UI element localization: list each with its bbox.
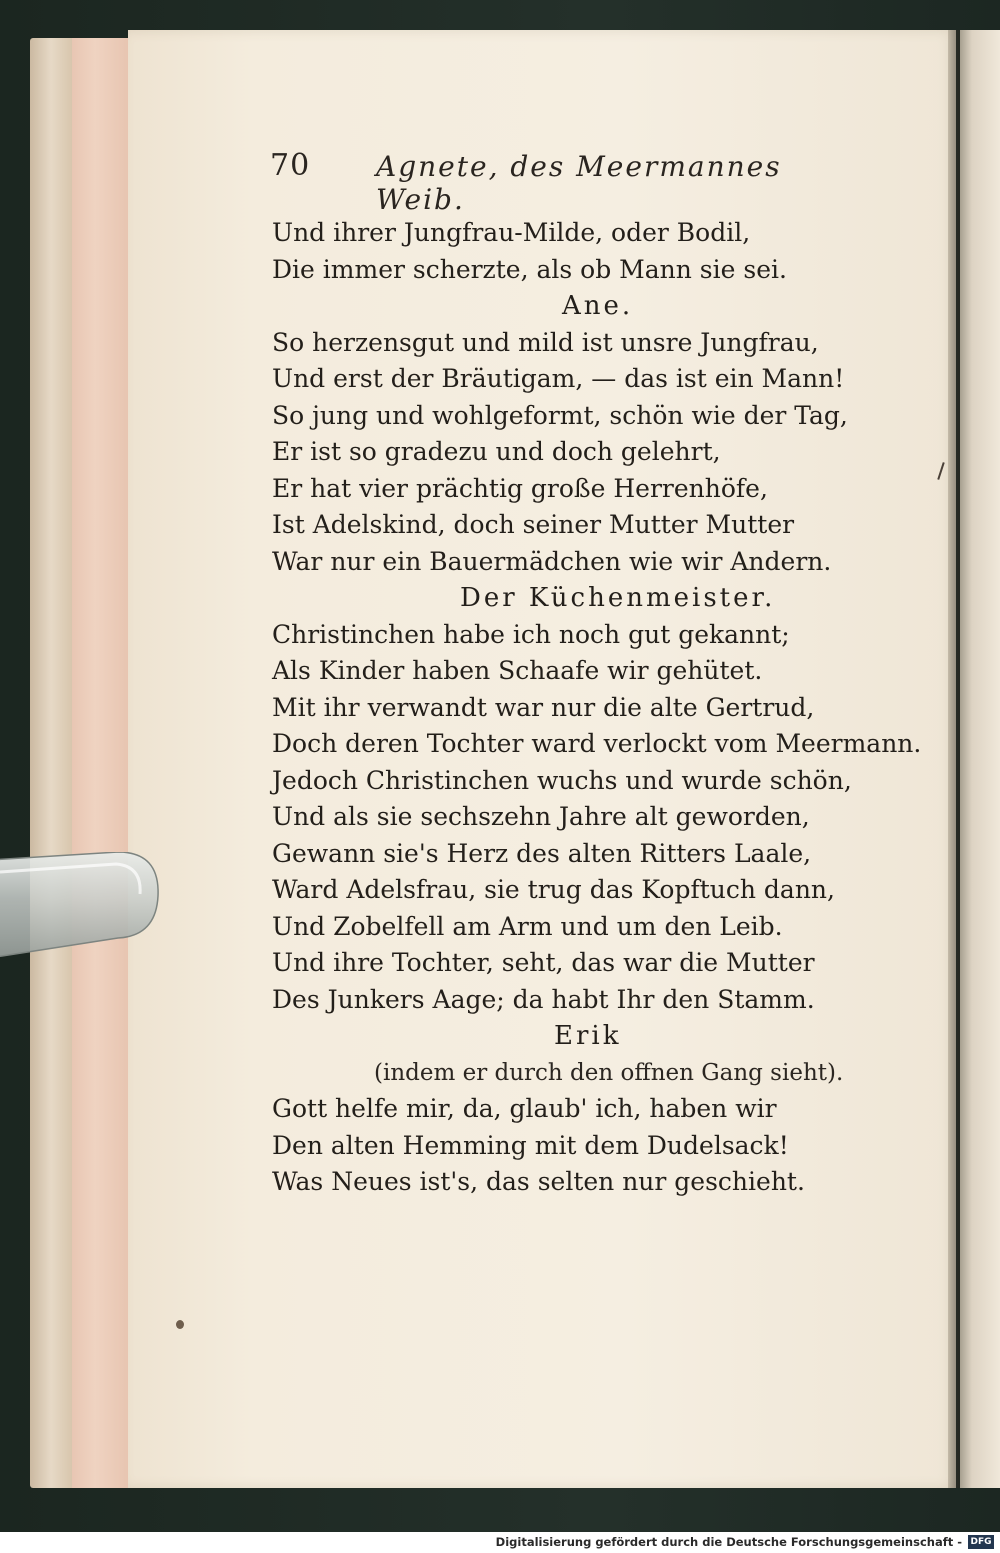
verse-line: Und ihrer Jungfrau-Milde, oder Bodil, (272, 218, 751, 247)
verse-line: Gott helfe mir, da, glaub' ich, haben wir (272, 1094, 777, 1123)
page-header (270, 148, 810, 216)
ink-spot (176, 1320, 184, 1329)
bookmark-clip-icon (0, 852, 168, 972)
book-page-edges (30, 38, 72, 1488)
verse-line: Und als sie sechszehn Jahre alt geworden, (272, 802, 810, 831)
verse-line: Und ihre Tochter, seht, das war die Mutter (272, 948, 815, 977)
verse-line: Er hat vier prächtig große Herrenhöfe, (272, 473, 768, 503)
verse-line: Er ist so gradezu und doch gelehrt, (272, 437, 721, 466)
verse-line: Christinchen habe ich noch gut gekannt; (272, 619, 790, 649)
footer-bar (0, 1532, 1000, 1553)
adjacent-page-edge (960, 30, 1000, 1488)
verse-line: Doch deren Tochter ward verlockt vom Meermann. (272, 729, 922, 758)
book-colored-edge (72, 38, 130, 1488)
verse-line: Ward Adelsfrau, sie trug das Kopftuch dann, (272, 875, 835, 904)
verse-line: So herzensgut und mild ist unsre Jungfrau, (272, 327, 819, 357)
speaker-name: Der Küchenmeister. (460, 583, 776, 613)
verse-line: Mit ihr verwandt war nur die alte Gertrud, (272, 692, 815, 722)
dfg-logo: DFG (968, 1535, 994, 1549)
verse-text-block (272, 215, 922, 1201)
verse-line: Und Zobelfell am Arm und um den Leib. (272, 911, 783, 941)
page-number: 70 (270, 148, 311, 183)
stage-direction: (indem er durch den offnen Gang sieht). (374, 1059, 844, 1086)
speaker-name: Erik (554, 1021, 622, 1051)
verse-line: Was Neues ist's, das selten nur geschieht. (272, 1167, 805, 1196)
verse-line: So jung und wohlgeformt, schön wie der Tag, (272, 400, 848, 430)
funding-credit: Digitalisierung gefördert durch die Deutsche Forschungsgemeinschaft - (495, 1535, 962, 1549)
verse-line: Die immer scherzte, als ob Mann sie sei. (272, 254, 787, 284)
verse-line: Gewann sie's Herz des alten Ritters Laale, (272, 838, 812, 868)
verse-line: Und erst der Bräutigam, — das ist ein Mann! (272, 364, 845, 393)
speaker-name: Ane. (562, 291, 634, 321)
running-title: Agnete, des Meermannes Weib. (376, 150, 782, 216)
verse-line: Jedoch Christinchen wuchs und wurde schön, (272, 765, 852, 795)
verse-line: Als Kinder haben Schaafe wir gehütet. (272, 656, 763, 685)
verse-line: War nur ein Bauermädchen wie wir Andern. (272, 546, 832, 576)
verse-line: Des Junkers Aage; da habt Ihr den Stamm. (272, 984, 815, 1014)
verse-line: Den alten Hemming mit dem Dudelsack! (272, 1130, 789, 1160)
verse-line: Ist Adelskind, doch seiner Mutter Mutter (272, 510, 795, 539)
